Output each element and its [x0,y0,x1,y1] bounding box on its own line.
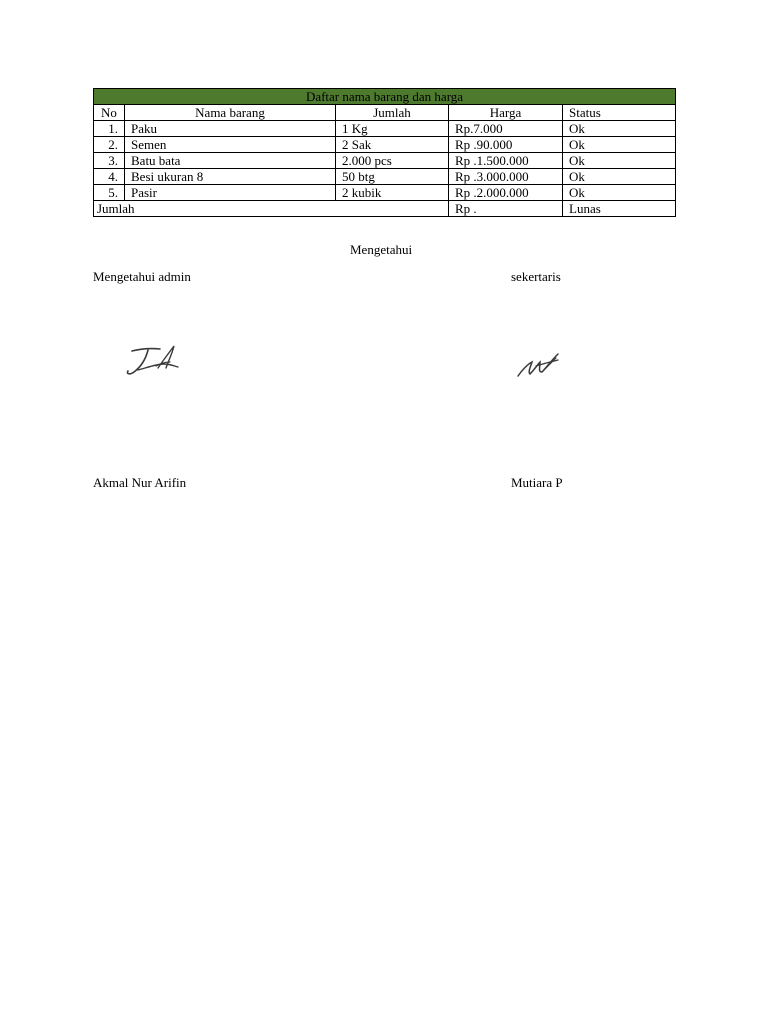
row-price: Rp .3.000.000 [449,169,563,185]
row-qty: 2 Sak [336,137,449,153]
row-status: Ok [563,137,676,153]
row-price: Rp .1.500.000 [449,153,563,169]
header-price: Harga [449,105,563,121]
header-no: No [94,105,125,121]
total-price: Rp . [449,201,563,217]
row-no: 4. [94,169,125,185]
row-name: Batu bata [125,153,336,169]
header-qty: Jumlah [336,105,449,121]
row-no: 5. [94,185,125,201]
table-row [94,153,676,169]
row-name: Paku [125,121,336,137]
row-name: Semen [125,137,336,153]
left-role-label: Mengetahui admin [93,269,191,284]
row-price: Rp .90.000 [449,137,563,153]
row-no: 2. [94,137,125,153]
row-qty: 2.000 pcs [336,153,449,169]
table-title-row [94,89,676,105]
right-role-label: sekertaris [511,269,561,284]
row-name: Pasir [125,185,336,201]
secretary-signature [514,348,564,382]
admin-signature [120,340,186,380]
approval-heading: Mengetahui [350,242,413,257]
row-price: Rp.7.000 [449,121,563,137]
row-qty: 2 kubik [336,185,449,201]
header-name: Nama barang [125,105,336,121]
row-no: 1. [94,121,125,137]
row-qty: 50 btg [336,169,449,185]
left-signer-name: Akmal Nur Arifin [93,475,187,490]
row-status: Ok [563,185,676,201]
row-no: 3. [94,153,125,169]
total-status: Lunas [563,201,676,217]
total-label: Jumlah [94,201,449,217]
right-signer-name: Mutiara P [511,475,563,490]
header-status: Status [563,105,676,121]
row-name: Besi ukuran 8 [125,169,336,185]
table-total-row [94,201,676,217]
row-price: Rp .2.000.000 [449,185,563,201]
table-header-row [94,105,676,121]
row-status: Ok [563,169,676,185]
row-status: Ok [563,153,676,169]
goods-price-table [93,88,676,217]
table-row [94,185,676,201]
row-status: Ok [563,121,676,137]
table-row [94,121,676,137]
row-qty: 1 Kg [336,121,449,137]
table-row [94,169,676,185]
table-title: Daftar nama barang dan harga [94,89,676,105]
table-row [94,137,676,153]
